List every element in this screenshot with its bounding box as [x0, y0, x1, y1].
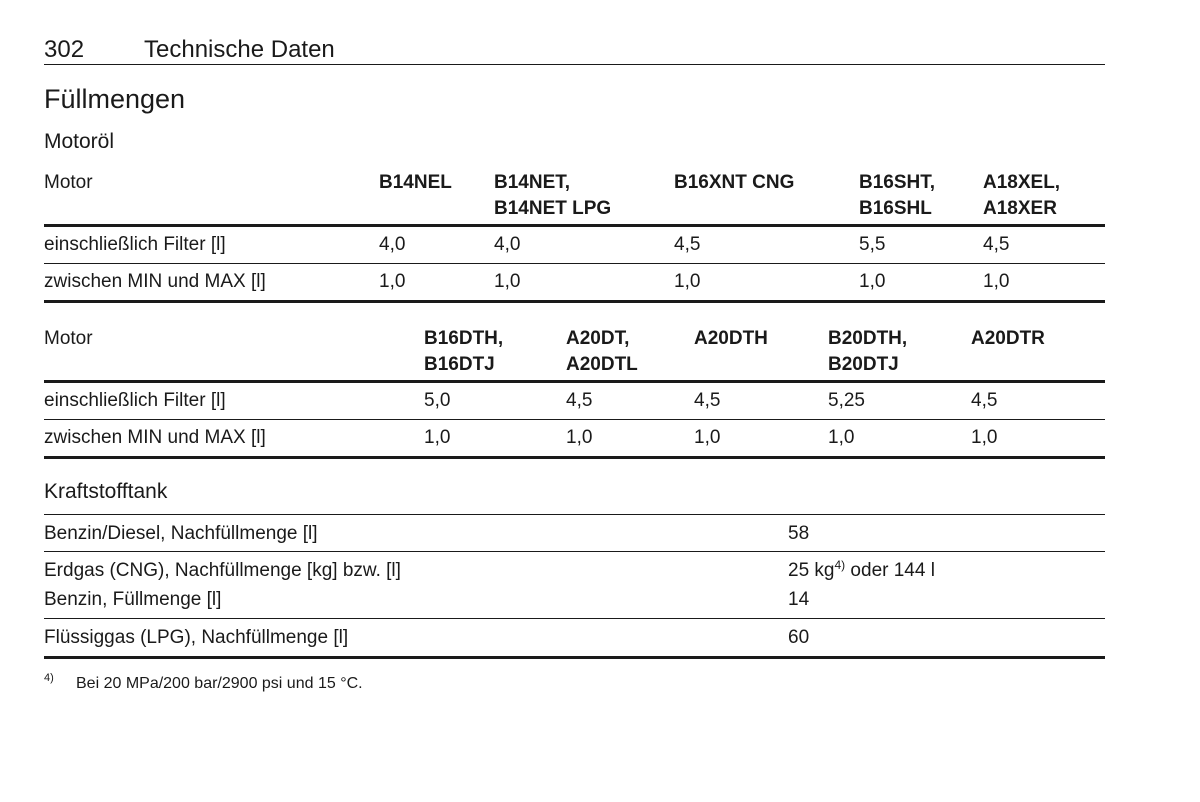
table-row [44, 420, 1105, 459]
column-header: A20DT, A20DTL [566, 328, 638, 375]
row-label: Erdgas (CNG), Nachfüllmenge [kg] bzw. [l] [44, 560, 401, 581]
table-cell: 4,5 [566, 390, 593, 411]
table-cell: 5,0 [424, 390, 451, 411]
table-row [44, 552, 1105, 619]
table-row [44, 383, 1105, 420]
table-cell: 1,0 [674, 271, 701, 292]
row-label: einschließlich Filter [l] [44, 390, 226, 411]
table-row [44, 227, 1105, 264]
fuel-tank-heading: Kraftstofftank [44, 480, 168, 503]
table-header-row [44, 326, 1105, 383]
running-header [44, 34, 1105, 65]
table-cell: 1,0 [971, 427, 998, 448]
running-title: Technische Daten [144, 36, 335, 63]
table-cell: 4,5 [694, 390, 721, 411]
fuel-tank-table [44, 514, 1105, 659]
table-cell: 4,5 [983, 234, 1010, 255]
column-header: A20DTR [971, 328, 1045, 349]
table-cell: 1,0 [828, 427, 855, 448]
table-cell: 1,0 [379, 271, 406, 292]
value-suffix: oder 144 l [845, 560, 935, 581]
table-row [44, 515, 1105, 552]
table-cell: 1,0 [424, 427, 451, 448]
table-header-row [44, 170, 1105, 227]
table-cell: 5,25 [828, 390, 865, 411]
row-value: 58 [788, 523, 810, 544]
table-cell: 4,5 [971, 390, 998, 411]
row-label: Benzin, Füllmenge [l] [44, 589, 222, 610]
row-value: 60 [788, 627, 810, 648]
footnote-mark: 4) [44, 672, 54, 684]
header-label-motor: Motor [44, 328, 93, 349]
column-header: B16DTH, B16DTJ [424, 328, 504, 375]
row-label: einschließlich Filter [l] [44, 234, 226, 255]
table-cell: 1,0 [694, 427, 721, 448]
column-header: A20DTH [694, 328, 768, 349]
engine-oil-table-1 [44, 170, 1105, 303]
row-value [788, 558, 935, 584]
column-header: B16XNT CNG [674, 172, 795, 193]
table-cell: 1,0 [566, 427, 593, 448]
table-cell: 1,0 [859, 271, 886, 292]
table-cell: 1,0 [983, 271, 1010, 292]
page-number: 302 [44, 36, 85, 63]
footnote-reference: 4) [834, 558, 846, 572]
row-value: 14 [788, 589, 810, 610]
table-cell: 4,0 [494, 234, 521, 255]
table-cell: 4,0 [379, 234, 406, 255]
table-row [44, 619, 1105, 659]
header-label-motor: Motor [44, 172, 93, 193]
column-header: B14NET, B14NET LPG [494, 172, 612, 219]
value-prefix: 25 kg [788, 560, 835, 581]
column-header: A18XEL, A18XER [983, 172, 1061, 219]
column-header: B20DTH, B20DTJ [828, 328, 908, 375]
table-cell: 4,5 [674, 234, 701, 255]
table-cell: 5,5 [859, 234, 886, 255]
column-header: B16SHT, B16SHL [859, 172, 936, 219]
row-label: zwischen MIN und MAX [l] [44, 271, 266, 292]
footnote-text: Bei 20 MPa/200 bar/2900 psi und 15 °C. [76, 675, 363, 692]
row-label: Benzin/Diesel, Nachfüllmenge [l] [44, 523, 318, 544]
row-label: zwischen MIN und MAX [l] [44, 427, 266, 448]
column-header: B14NEL [379, 172, 452, 193]
engine-oil-table-2 [44, 326, 1105, 459]
engine-oil-heading: Motoröl [44, 130, 115, 153]
table-cell: 1,0 [494, 271, 521, 292]
table-row [44, 264, 1105, 303]
row-label: Flüssiggas (LPG), Nachfüllmenge [l] [44, 627, 349, 648]
section-title: Füllmengen [44, 84, 186, 114]
